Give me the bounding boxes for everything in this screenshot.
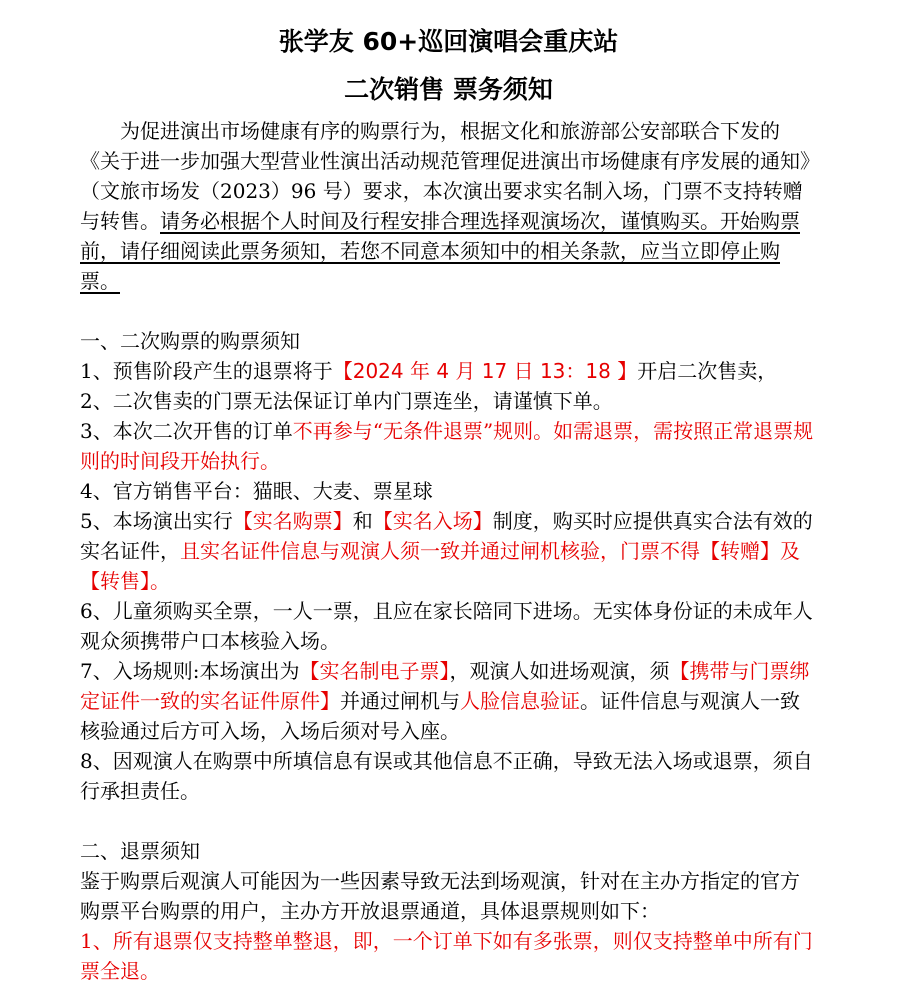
item-highlight: 【携带与门票绑定证件一致的实名证件原件】 bbox=[80, 659, 810, 713]
item-highlight: 不再参与“无条件退票”规则。如需退票，需按照正常退票规则的时间段开始执行。 bbox=[80, 419, 814, 473]
section1-item-8: 8、因观演人在购票中所填信息有误或其他信息不正确，导致无法入场或退票，须自行承担责任。 bbox=[80, 749, 813, 803]
item-text: 和 bbox=[352, 509, 373, 533]
item-text: 1、预售阶段产生的退票将于 bbox=[80, 359, 333, 383]
section1-item-5 bbox=[80, 506, 817, 596]
spacer bbox=[80, 806, 817, 836]
section1-item-7 bbox=[80, 656, 817, 746]
section1-item-3 bbox=[80, 416, 817, 476]
item-highlight: 且实名证件信息与观演人须一致并通过闸机核验，门票不得【转赠】及【转售】 bbox=[80, 539, 800, 593]
item-text: 5、本场演出实行 bbox=[80, 509, 233, 533]
section2-heading: 二、退票须知 bbox=[80, 839, 200, 863]
section2-intro: 鉴于购票后观演人可能因为一些因素导致无法到场观演，针对在主办方指定的官方购票平台购票的用户，主办方开放退票通道，具体退票规则如下： bbox=[80, 869, 800, 923]
item-text: 制度，购买时应提供真实合法有效的实名证件， bbox=[80, 509, 813, 563]
item-highlight: 【实名入场】 bbox=[372, 509, 493, 533]
item-text: 3、本次二次开售的订单 bbox=[80, 419, 293, 443]
item-text: 1、 bbox=[80, 929, 113, 953]
section1-item-1 bbox=[80, 356, 817, 386]
item-highlight: 【实名购票】 bbox=[232, 509, 353, 533]
intro-underlined-text: 请务必根据个人时间及行程安排合理选择观演场次，谨慎购买。开始购票前，请仔细阅读此票务须知，若您不同意本须知中的相关条款，应当立即停止购票。 bbox=[80, 209, 800, 293]
release-time: 【2024 年 4 月 17 日 13：18 】 bbox=[332, 359, 638, 383]
document-subtitle: 二次销售 票务须知 bbox=[344, 75, 553, 104]
item-highlight: 人脸信息验证 bbox=[460, 689, 580, 713]
item-highlight: 【实名制电子票】 bbox=[299, 659, 450, 683]
item-text: 并通过闸机与 bbox=[340, 689, 460, 713]
item-text: ，观演人如进场观演，须 bbox=[449, 659, 670, 683]
item-text: 7、入场规则:本场演出为 bbox=[80, 659, 300, 683]
item-text: 。证件信息与观演人一致核验通过后方可入场，入场后须对号入座。 bbox=[80, 689, 800, 743]
section1-item-4: 4、官方销售平台：猫眼、大麦、票星球 bbox=[80, 479, 433, 503]
item-text: 。 bbox=[150, 569, 170, 593]
section2-item-1 bbox=[80, 926, 817, 986]
item-highlight: 所有退票仅支持整单整退，即，一个订单下如有多张票，则仅支持整单中所有门票全退。 bbox=[80, 929, 813, 983]
spacer bbox=[80, 296, 817, 326]
section1-item-2: 2、二次售卖的门票无法保证订单内门票连坐，请谨慎下单。 bbox=[80, 389, 613, 413]
section1-item-6: 6、儿童须购买全票，一人一票，且应在家长陪同下进场。无实体身份证的未成年人观众须携带户口本核验入场。 bbox=[80, 599, 813, 653]
section1-heading: 一、二次购票的购票须知 bbox=[80, 329, 300, 353]
intro-text: 为促进演出市场健康有序的购票行为，根据文化和旅游部公安部联合下发的《关于进一步加强大型营业性演出活动规范管理促进演出市场健康有序发展的通知》（文旅市场发（2023）96 号）要求，本次演出要求实名制入场，门票不支持转赠与转售。 bbox=[80, 119, 810, 233]
document-title: 张学友 60+巡回演唱会重庆站 bbox=[278, 27, 619, 56]
item-text: 开启二次售卖， bbox=[637, 359, 778, 383]
intro-paragraph bbox=[80, 116, 817, 296]
